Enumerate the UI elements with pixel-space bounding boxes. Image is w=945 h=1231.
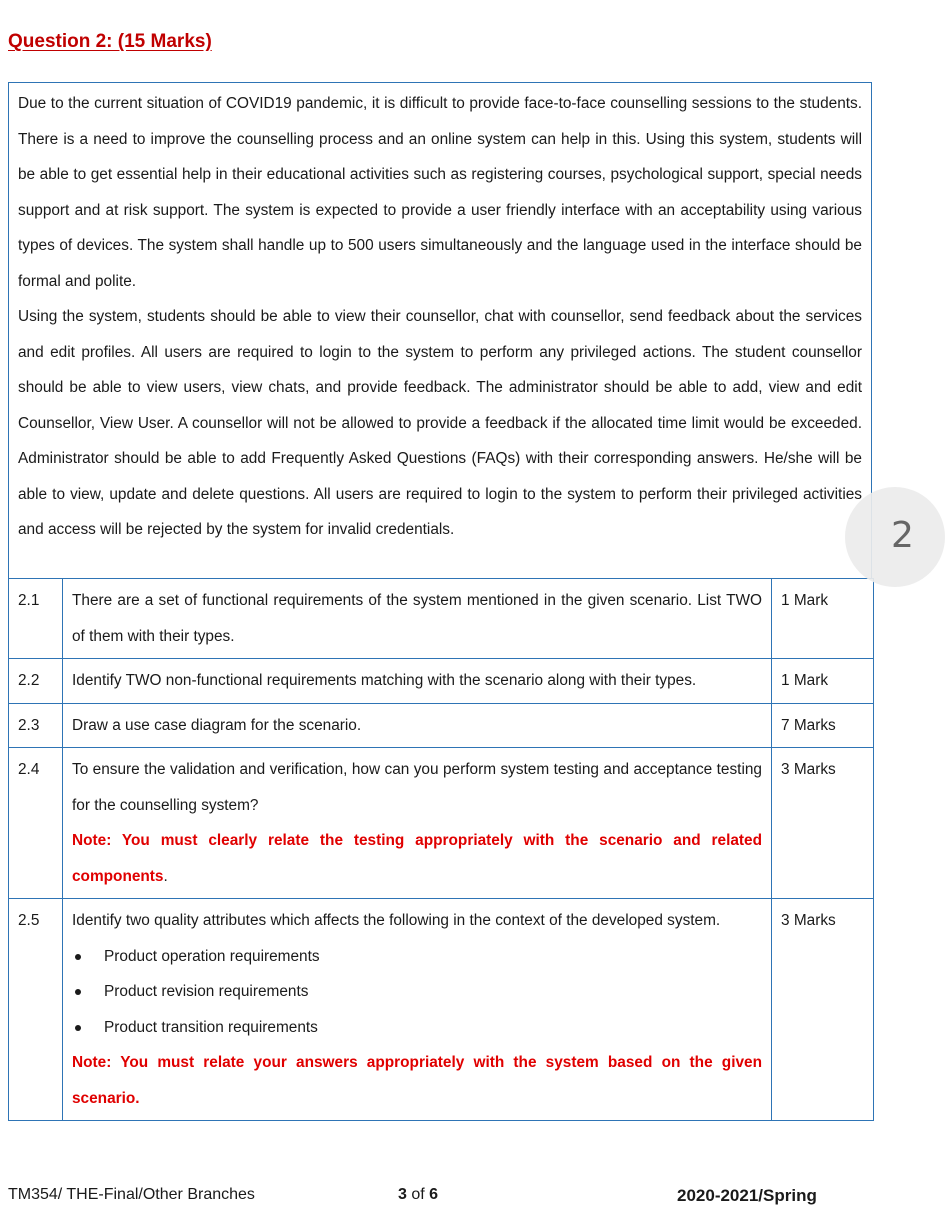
scenario-paragraph-2: Using the system, students should be able to view their counsellor, chat with counsellor, send feedback about the services and edit profiles. All users are required to login to the system to perform any privileged actions. The student counsellor should be able to view users, view chats, and provide feedback. The administrator should be able to add, view and edit Counsellor, View User. A counsellor will not be allowed to provide a feedback if the allocated time limit would be exceeded. Administrator should be able to add Frequently Asked Questions (FAQs) with their corresponding answers. He/she will be able to view, update and delete questions. All users are required to login to the system to perform their privileged activities and access will be rejected by the system for invalid credentials.	[18, 308, 862, 538]
table-row	[9, 579, 874, 659]
question-text: There are a set of functional requirements of the system mentioned in the given scenario. List TWO of them with their types.	[63, 579, 772, 659]
table-row	[9, 748, 874, 899]
question-number: 2.3	[9, 703, 63, 748]
question-number: 2.4	[9, 748, 63, 899]
scenario-paragraph-1: Due to the current situation of COVID19 pandemic, it is difficult to provide face-to-face counselling sessions to the students. There is a need to improve the counselling process and an online system can help in this. Using this system, students will be able to get essential help in their educational activities such as registering courses, psychological support, special needs support and at risk support. The system is expected to provide a user friendly interface with an acceptability using various types of devices. The system shall handle up to 500 users simultaneously and the language used in the interface should be formal and polite.	[18, 95, 862, 290]
list-item: Product operation requirements	[72, 939, 762, 975]
footer-course: TM354/ THE-Final/Other Branches	[8, 1186, 255, 1203]
page-indicator-badge[interactable]	[845, 487, 945, 587]
question-number: 2.5	[9, 899, 63, 1121]
table-row	[9, 703, 874, 748]
question-marks: 1 Mark	[772, 579, 874, 659]
question-title: Question 2: (15 Marks)	[8, 31, 212, 52]
page-total: 6	[429, 1186, 439, 1203]
question-marks: 3 Marks	[772, 748, 874, 899]
question-marks: 7 Marks	[772, 703, 874, 748]
table-row	[9, 899, 874, 1121]
question-cell	[63, 748, 772, 899]
question-text: Identify TWO non-functional requirements matching with the scenario along with their types.	[63, 659, 772, 704]
question-cell	[63, 899, 772, 1121]
questions-table	[8, 578, 874, 1121]
note-suffix: .	[163, 867, 168, 885]
table-row	[9, 659, 874, 704]
question-note: Note: You must relate your answers appropriately with the system based on the given scenario.	[72, 1054, 762, 1107]
footer-semester: 2020-2021/Spring	[677, 1186, 817, 1205]
question-note	[72, 823, 762, 894]
question-marks: 3 Marks	[772, 899, 874, 1121]
question-text: To ensure the validation and verification, how can you perform system testing and acceptance testing for the counselling system?	[72, 761, 762, 814]
page-current: 3	[398, 1186, 407, 1203]
bullet-list	[72, 939, 762, 1046]
question-number: 2.1	[9, 579, 63, 659]
note-text: Note: You must clearly relate the testing appropriately with the scenario and related components	[72, 832, 762, 885]
list-item: Product revision requirements	[72, 974, 762, 1010]
question-text: Draw a use case diagram for the scenario.	[63, 703, 772, 748]
footer-page-number	[398, 1186, 438, 1204]
question-number: 2.2	[9, 659, 63, 704]
question-text: Identify two quality attributes which affects the following in the context of the developed system.	[72, 912, 721, 929]
page-indicator-digit: 2	[891, 515, 914, 556]
page-of: of	[406, 1186, 430, 1203]
question-marks: 1 Mark	[772, 659, 874, 704]
list-item: Product transition requirements	[72, 1010, 762, 1046]
scenario-box	[8, 82, 872, 578]
